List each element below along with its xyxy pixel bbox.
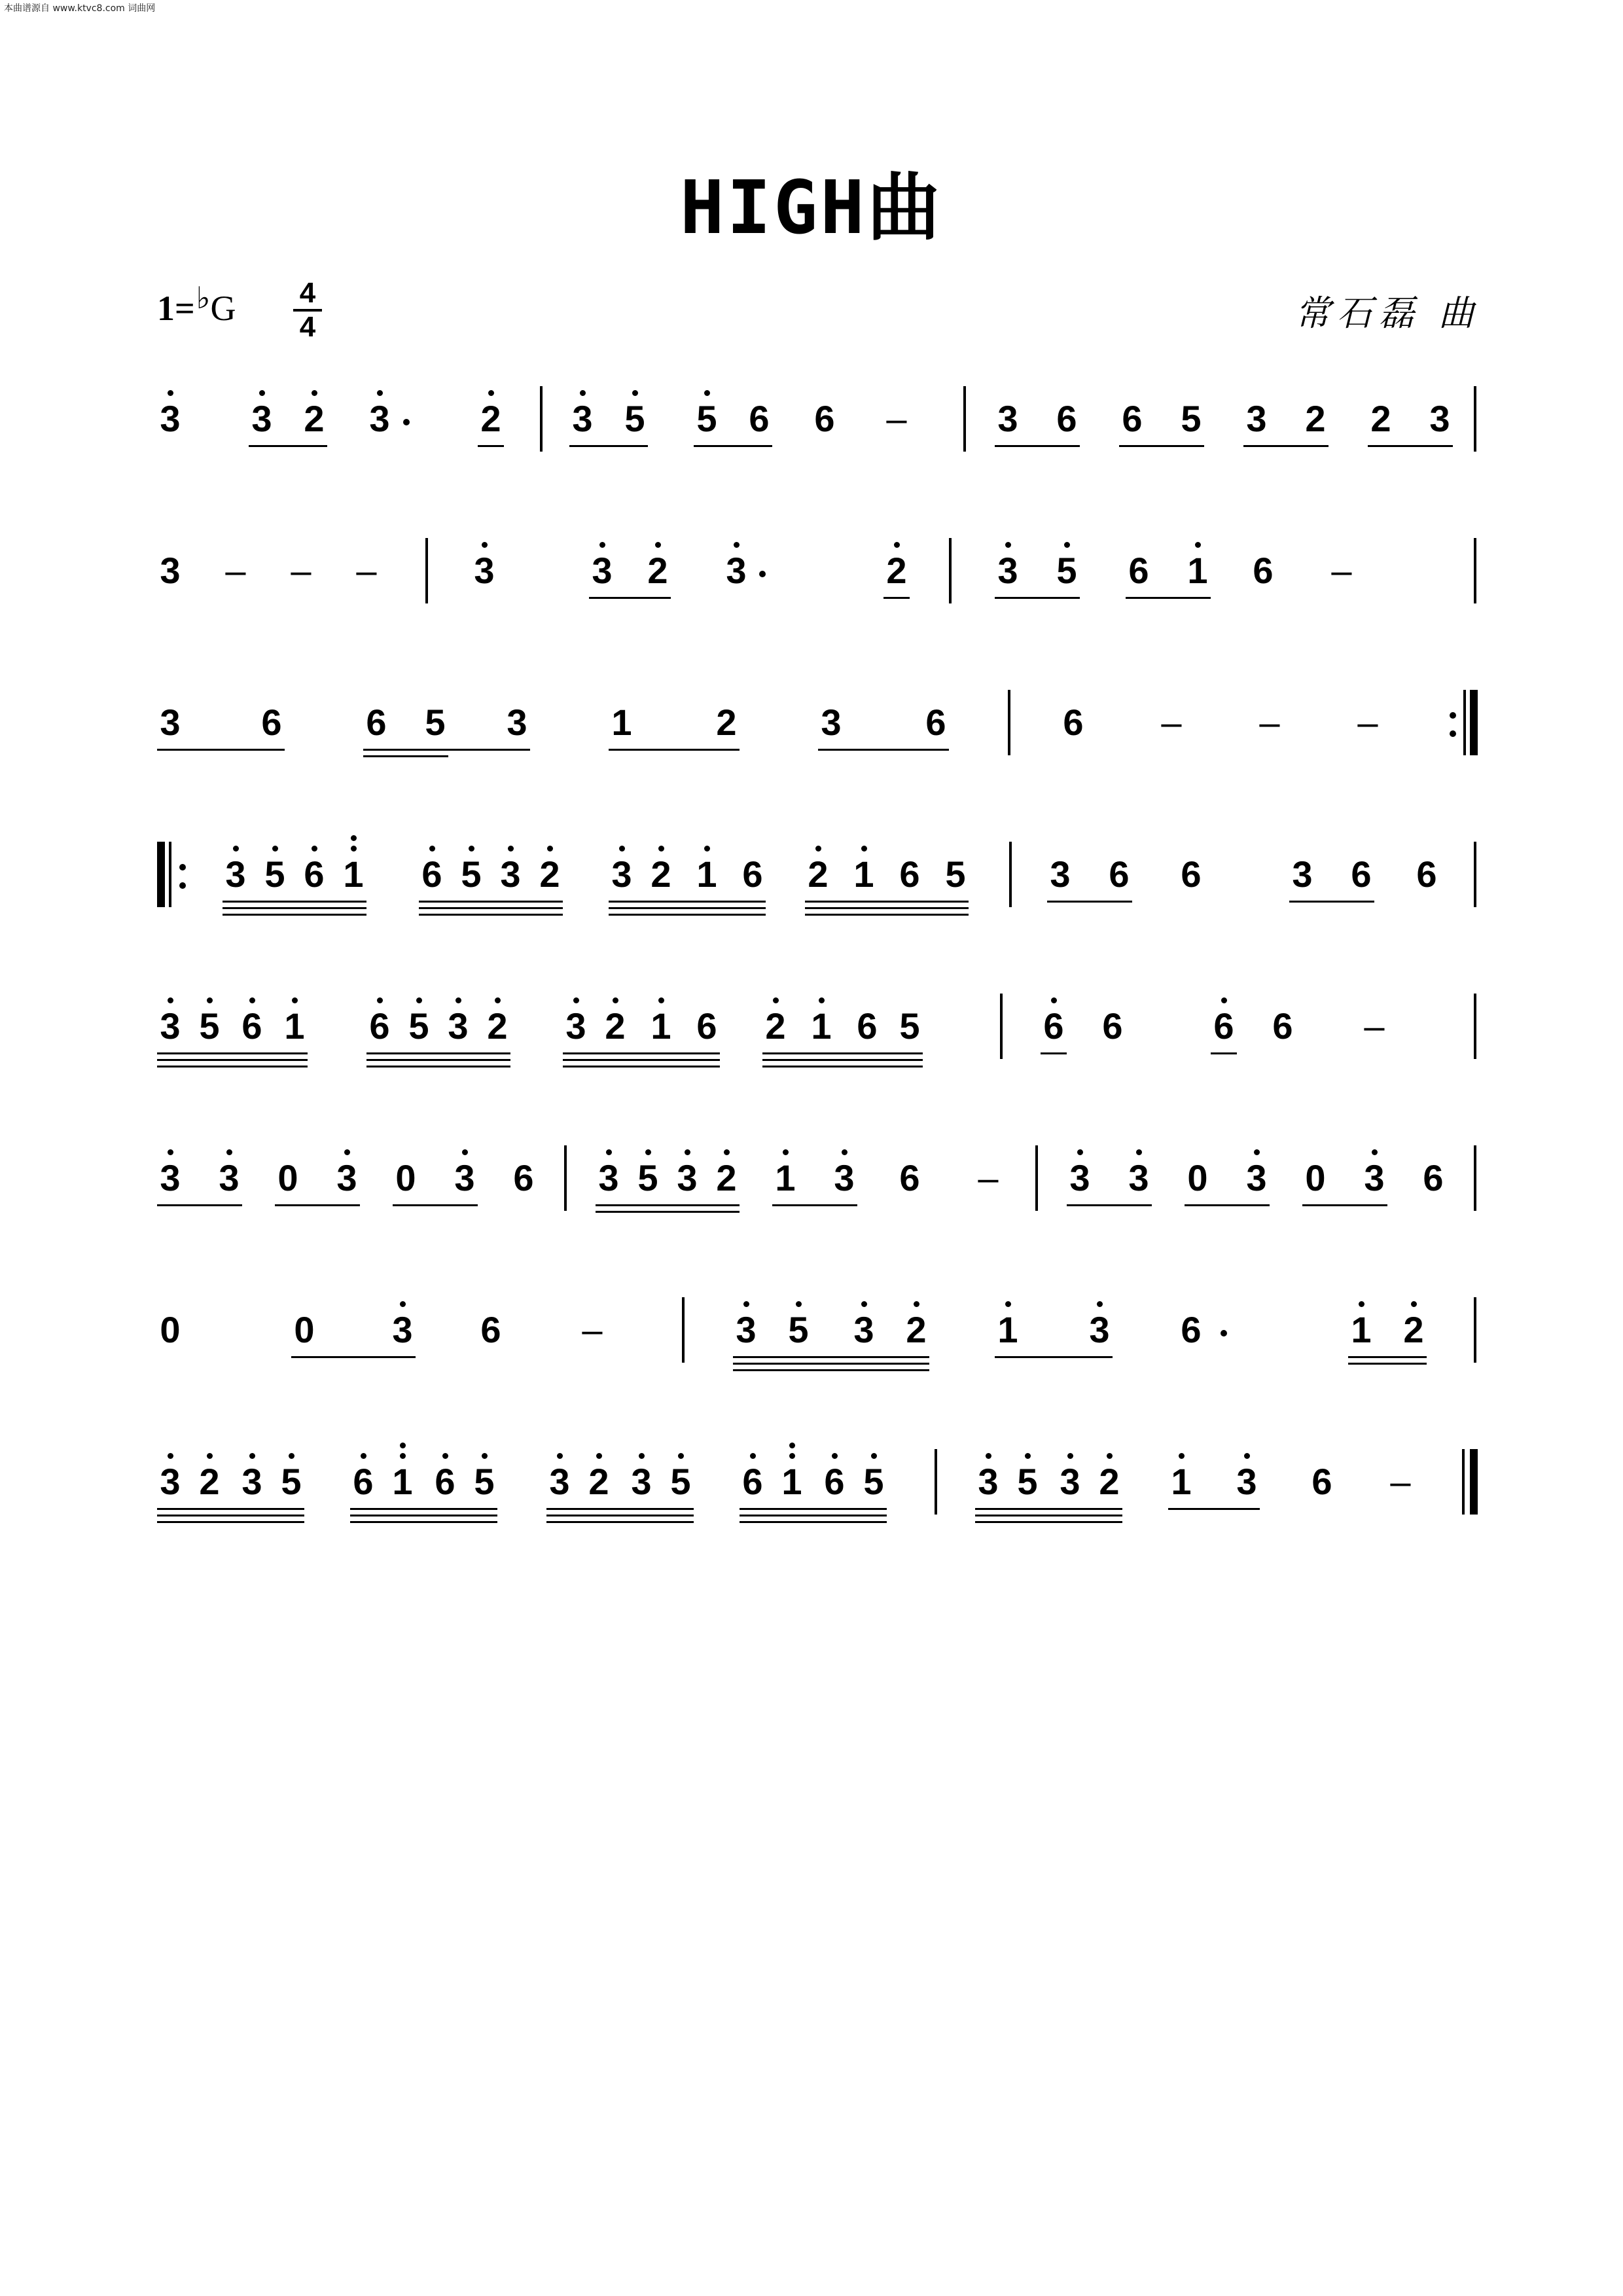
- beam-underline: [157, 1508, 304, 1510]
- note: 3: [975, 1462, 1001, 1501]
- note: 1: [779, 1462, 805, 1501]
- barline: [949, 538, 952, 603]
- note: 1: [1168, 1462, 1194, 1501]
- note: 1: [611, 702, 632, 743]
- beam-underline: [157, 1204, 242, 1206]
- note: 3: [1067, 1158, 1093, 1198]
- note: 6: [821, 1462, 847, 1501]
- note: 2: [645, 551, 671, 590]
- note: 2: [903, 1310, 929, 1350]
- beam-underline: [157, 1059, 308, 1061]
- note: 3: [1057, 1462, 1083, 1501]
- note: 5: [899, 1005, 920, 1047]
- note: 3: [239, 1462, 265, 1501]
- time-signature-top: 4: [299, 277, 316, 309]
- beam-underline: [157, 1515, 304, 1516]
- barline: [425, 538, 428, 603]
- note: 1: [772, 1158, 798, 1198]
- beam-underline: [609, 749, 740, 751]
- note: 2: [586, 1462, 612, 1501]
- barline: [935, 1449, 937, 1515]
- beam-underline: [569, 445, 648, 447]
- note: 6: [301, 855, 327, 894]
- note: 0: [395, 1157, 416, 1198]
- song-title: HIGH曲: [680, 166, 943, 251]
- source-note: 本曲谱源自 www.ktvc8.com 词曲网: [4, 3, 156, 14]
- note: 5: [694, 399, 720, 439]
- note-dash: –: [1364, 1005, 1385, 1047]
- note: 1: [648, 1007, 674, 1046]
- beam-underline: [223, 914, 366, 916]
- beam-underline: [1168, 1508, 1260, 1510]
- note: 3: [1361, 1158, 1387, 1198]
- barline: [1474, 1297, 1476, 1363]
- note: 3: [160, 702, 181, 743]
- score-line: [157, 531, 1479, 610]
- note: 6: [1351, 853, 1372, 895]
- beam-underline: [478, 445, 504, 447]
- note: 6: [899, 853, 920, 895]
- final-barline: [1470, 690, 1478, 755]
- note: 1: [281, 1007, 308, 1046]
- note: 5: [861, 1462, 887, 1501]
- note-dash: –: [1390, 1461, 1411, 1502]
- barline: [682, 1297, 685, 1363]
- beam-underline: [563, 1059, 720, 1061]
- beam-underline: [609, 914, 766, 916]
- barline: [1474, 842, 1476, 907]
- beam-underline: [291, 1356, 416, 1358]
- beam-underline: [805, 901, 969, 903]
- note: 0: [277, 1157, 298, 1198]
- note: 2: [537, 855, 563, 894]
- note: 3: [1292, 853, 1313, 895]
- beam-underline: [805, 907, 969, 909]
- note: 3: [366, 399, 393, 439]
- beam-underline: [563, 1052, 720, 1054]
- beam-underline: [366, 1059, 510, 1061]
- note: 2: [648, 855, 674, 894]
- time-signature: [293, 279, 322, 342]
- note: 1: [694, 855, 720, 894]
- note: 3: [223, 855, 249, 894]
- note: 6: [1102, 1005, 1123, 1047]
- note: 5: [406, 1007, 432, 1046]
- beam-underline: [366, 1052, 510, 1054]
- final-barline: [1470, 1449, 1478, 1515]
- note: 6: [857, 1005, 878, 1047]
- note: 5: [425, 702, 446, 743]
- note: 3: [157, 399, 183, 439]
- note: 2: [1096, 1462, 1122, 1501]
- beam-underline: [975, 1521, 1122, 1523]
- note: 1: [1185, 551, 1211, 590]
- note: 6: [366, 1007, 393, 1046]
- note: 1: [1348, 1310, 1374, 1350]
- beam-underline: [975, 1515, 1122, 1516]
- note: 6: [1181, 853, 1202, 895]
- note: 3: [1243, 1158, 1270, 1198]
- note: 2: [716, 702, 737, 743]
- beam-underline: [419, 901, 563, 903]
- note: 1: [340, 855, 366, 894]
- barline: [1474, 1145, 1476, 1211]
- beam-underline: [740, 1508, 887, 1510]
- note: 2: [484, 1007, 510, 1046]
- note: 2: [1370, 398, 1391, 439]
- beam-underline: [1243, 445, 1329, 447]
- repeat-dot: [179, 864, 186, 870]
- barline: [1463, 690, 1466, 755]
- note: 1: [389, 1462, 416, 1501]
- beam-underline: [1289, 901, 1374, 903]
- note: 3: [445, 1007, 471, 1046]
- score-line: [157, 683, 1479, 762]
- note: 3: [995, 551, 1021, 590]
- note: 3: [1246, 398, 1267, 439]
- note: 3: [507, 702, 527, 743]
- note-dash: –: [225, 550, 246, 591]
- flat-sign: ♭: [196, 281, 211, 315]
- note: 6: [1122, 398, 1143, 439]
- beam-underline: [223, 901, 366, 903]
- note: 3: [1050, 853, 1071, 895]
- note: 6: [1128, 550, 1149, 591]
- score-line: [157, 987, 1479, 1066]
- note: 6: [1423, 1157, 1444, 1198]
- note-dash: –: [1357, 702, 1378, 743]
- note: 0: [1305, 1157, 1326, 1198]
- note: 3: [723, 551, 749, 590]
- note-dash: –: [1331, 550, 1352, 591]
- beam-underline: [609, 907, 766, 909]
- note: 3: [563, 1007, 589, 1046]
- note: 5: [1014, 1462, 1041, 1501]
- repeat-dot: [179, 882, 186, 889]
- beam-underline: [596, 1204, 740, 1206]
- beam-underline: [393, 1204, 478, 1206]
- beam-underline: [223, 907, 366, 909]
- note: 5: [635, 1158, 661, 1198]
- note: 6: [814, 398, 835, 439]
- composer-credit: 常石磊 曲: [1294, 293, 1480, 334]
- barline: [540, 386, 543, 452]
- note: 6: [366, 702, 387, 743]
- barline: [1035, 1145, 1038, 1211]
- beam-underline: [1302, 1204, 1387, 1206]
- augmentation-dot: [403, 419, 410, 425]
- note: 2: [883, 551, 910, 590]
- note: 3: [569, 399, 596, 439]
- note: 6: [1063, 702, 1084, 743]
- note: 5: [458, 855, 484, 894]
- note-dash: –: [291, 550, 312, 591]
- note: 5: [1181, 398, 1202, 439]
- beam-underline: [1119, 445, 1204, 447]
- note: 3: [157, 1158, 183, 1198]
- beam-underline: [733, 1356, 929, 1358]
- beam-underline: [546, 1508, 694, 1510]
- note: 2: [805, 855, 831, 894]
- note: 2: [1400, 1310, 1427, 1350]
- note: 3: [851, 1310, 877, 1350]
- beam-underline: [818, 749, 949, 751]
- note: 3: [249, 399, 275, 439]
- beam-underline: [805, 914, 969, 916]
- score-line: [157, 1291, 1479, 1369]
- note: 6: [480, 1309, 501, 1350]
- note: 6: [350, 1462, 376, 1501]
- beam-underline: [609, 901, 766, 903]
- note: 3: [628, 1462, 654, 1501]
- note: 5: [196, 1007, 223, 1046]
- note: 6: [899, 1157, 920, 1198]
- beam-underline: [762, 1059, 923, 1061]
- note: 3: [157, 1007, 183, 1046]
- beam-underline: [1047, 901, 1132, 903]
- beam-underline: [1211, 1052, 1237, 1054]
- beam-underline: [363, 749, 530, 751]
- beam-underline: [350, 1521, 497, 1523]
- augmentation-dot: [1221, 1330, 1227, 1336]
- barline: [963, 386, 966, 452]
- note: 5: [471, 1462, 497, 1501]
- note: 0: [160, 1309, 181, 1350]
- note: 3: [1234, 1462, 1260, 1501]
- note: 2: [713, 1158, 740, 1198]
- beam-underline: [546, 1521, 694, 1523]
- note-dash: –: [886, 398, 907, 439]
- beam-underline: [772, 1204, 857, 1206]
- beam-underline: [1126, 597, 1211, 599]
- note: 0: [294, 1309, 315, 1350]
- score-line: [157, 1443, 1479, 1521]
- note: 6: [1056, 398, 1077, 439]
- barline: [1008, 690, 1010, 755]
- note: 2: [602, 1007, 628, 1046]
- beam-underline: [275, 1204, 360, 1206]
- note: 3: [160, 550, 181, 591]
- beam-underline: [419, 914, 563, 916]
- note: 1: [995, 1310, 1021, 1350]
- note: 6: [513, 1157, 534, 1198]
- note: 3: [1126, 1158, 1152, 1198]
- beam-underline: [157, 749, 285, 751]
- note: 3: [471, 551, 497, 590]
- beam-underline: [1368, 445, 1453, 447]
- beam-underline: [995, 1356, 1113, 1358]
- note: 2: [762, 1007, 789, 1046]
- note: 3: [831, 1158, 857, 1198]
- note: 5: [262, 855, 288, 894]
- score-line: [157, 1139, 1479, 1217]
- note: 3: [497, 855, 524, 894]
- note: 3: [997, 398, 1018, 439]
- beam-underline: [589, 597, 671, 599]
- note-dash: –: [582, 1309, 603, 1350]
- key-prefix: 1=: [157, 289, 195, 328]
- note: 5: [668, 1462, 694, 1501]
- note: 6: [1272, 1005, 1293, 1047]
- barline: [1474, 386, 1476, 452]
- note: 3: [334, 1158, 360, 1198]
- beam-underline: [366, 1066, 510, 1067]
- beam-underline: [157, 1066, 308, 1067]
- note: 6: [419, 855, 445, 894]
- note: 6: [696, 1005, 717, 1047]
- beam-underline: [694, 445, 772, 447]
- beam-underline: [350, 1515, 497, 1516]
- beam-underline: [419, 907, 563, 909]
- score-line: [157, 835, 1479, 914]
- note: 1: [808, 1007, 834, 1046]
- barline: [564, 1145, 567, 1211]
- beam-underline: [733, 1363, 929, 1365]
- note: 3: [1429, 398, 1450, 439]
- note: 3: [674, 1158, 700, 1198]
- note: 5: [945, 853, 966, 895]
- beam-underline: [596, 1211, 740, 1213]
- note: 6: [239, 1007, 265, 1046]
- beam-underline: [740, 1521, 887, 1523]
- note: 1: [851, 855, 877, 894]
- barline: [1009, 842, 1012, 907]
- note: 6: [1181, 1309, 1202, 1350]
- note: 6: [742, 853, 763, 895]
- beam-underline: [740, 1515, 887, 1516]
- note: 6: [740, 1462, 766, 1501]
- beam-underline: [1348, 1356, 1427, 1358]
- note: 6: [925, 702, 946, 743]
- beam-underline: [157, 1521, 304, 1523]
- note: 3: [546, 1462, 573, 1501]
- note: 6: [1311, 1461, 1332, 1502]
- note: 6: [432, 1462, 458, 1501]
- beam-underline: [363, 755, 448, 757]
- beam-underline: [546, 1515, 694, 1516]
- score-line: [157, 380, 1479, 458]
- note: 3: [733, 1310, 759, 1350]
- beam-underline: [995, 597, 1080, 599]
- note: 3: [1086, 1310, 1113, 1350]
- beam-underline: [1185, 1204, 1270, 1206]
- beam-underline: [249, 445, 327, 447]
- barline: [1474, 994, 1476, 1059]
- note: 6: [1109, 853, 1130, 895]
- note: 3: [596, 1158, 622, 1198]
- note: 3: [389, 1310, 416, 1350]
- note: 6: [1211, 1007, 1237, 1046]
- beam-underline: [563, 1066, 720, 1067]
- note: 3: [452, 1158, 478, 1198]
- note: 2: [478, 399, 504, 439]
- barline: [1474, 538, 1476, 603]
- beam-underline: [762, 1052, 923, 1054]
- key-tonic: G: [210, 289, 236, 328]
- note: 5: [785, 1310, 812, 1350]
- beam-underline: [762, 1066, 923, 1067]
- note: 6: [1041, 1007, 1067, 1046]
- beam-underline: [157, 1052, 308, 1054]
- note: 3: [589, 551, 615, 590]
- note: 6: [1253, 550, 1274, 591]
- note: 5: [278, 1462, 304, 1501]
- beam-underline: [975, 1508, 1122, 1510]
- beam-underline: [995, 445, 1080, 447]
- barline: [1462, 1449, 1465, 1515]
- note: 3: [609, 855, 635, 894]
- note: 3: [157, 1462, 183, 1501]
- beam-underline: [1067, 1204, 1152, 1206]
- note-dash: –: [1259, 702, 1280, 743]
- beam-underline: [733, 1369, 929, 1371]
- note: 3: [821, 702, 842, 743]
- note: 5: [1054, 551, 1080, 590]
- barline: [169, 842, 171, 907]
- augmentation-dot: [759, 571, 766, 577]
- repeat-start-barline: [157, 842, 165, 907]
- beam-underline: [883, 597, 910, 599]
- note: 2: [196, 1462, 223, 1501]
- note: 2: [301, 399, 327, 439]
- beam-underline: [350, 1508, 497, 1510]
- note-dash: –: [356, 550, 377, 591]
- note: 3: [216, 1158, 242, 1198]
- note: 5: [622, 399, 648, 439]
- beam-underline: [1041, 1052, 1067, 1054]
- note-dash: –: [1161, 702, 1182, 743]
- time-signature-bottom: 4: [299, 311, 316, 343]
- note: 6: [749, 398, 770, 439]
- key-signature: [157, 281, 236, 329]
- repeat-dot: [1450, 730, 1456, 737]
- note: 0: [1187, 1157, 1208, 1198]
- beam-underline: [1348, 1363, 1427, 1365]
- note: 6: [1416, 853, 1437, 895]
- repeat-dot: [1450, 712, 1456, 719]
- barline: [1000, 994, 1003, 1059]
- note: 6: [261, 702, 282, 743]
- note: 2: [1305, 398, 1326, 439]
- note-dash: –: [978, 1157, 999, 1198]
